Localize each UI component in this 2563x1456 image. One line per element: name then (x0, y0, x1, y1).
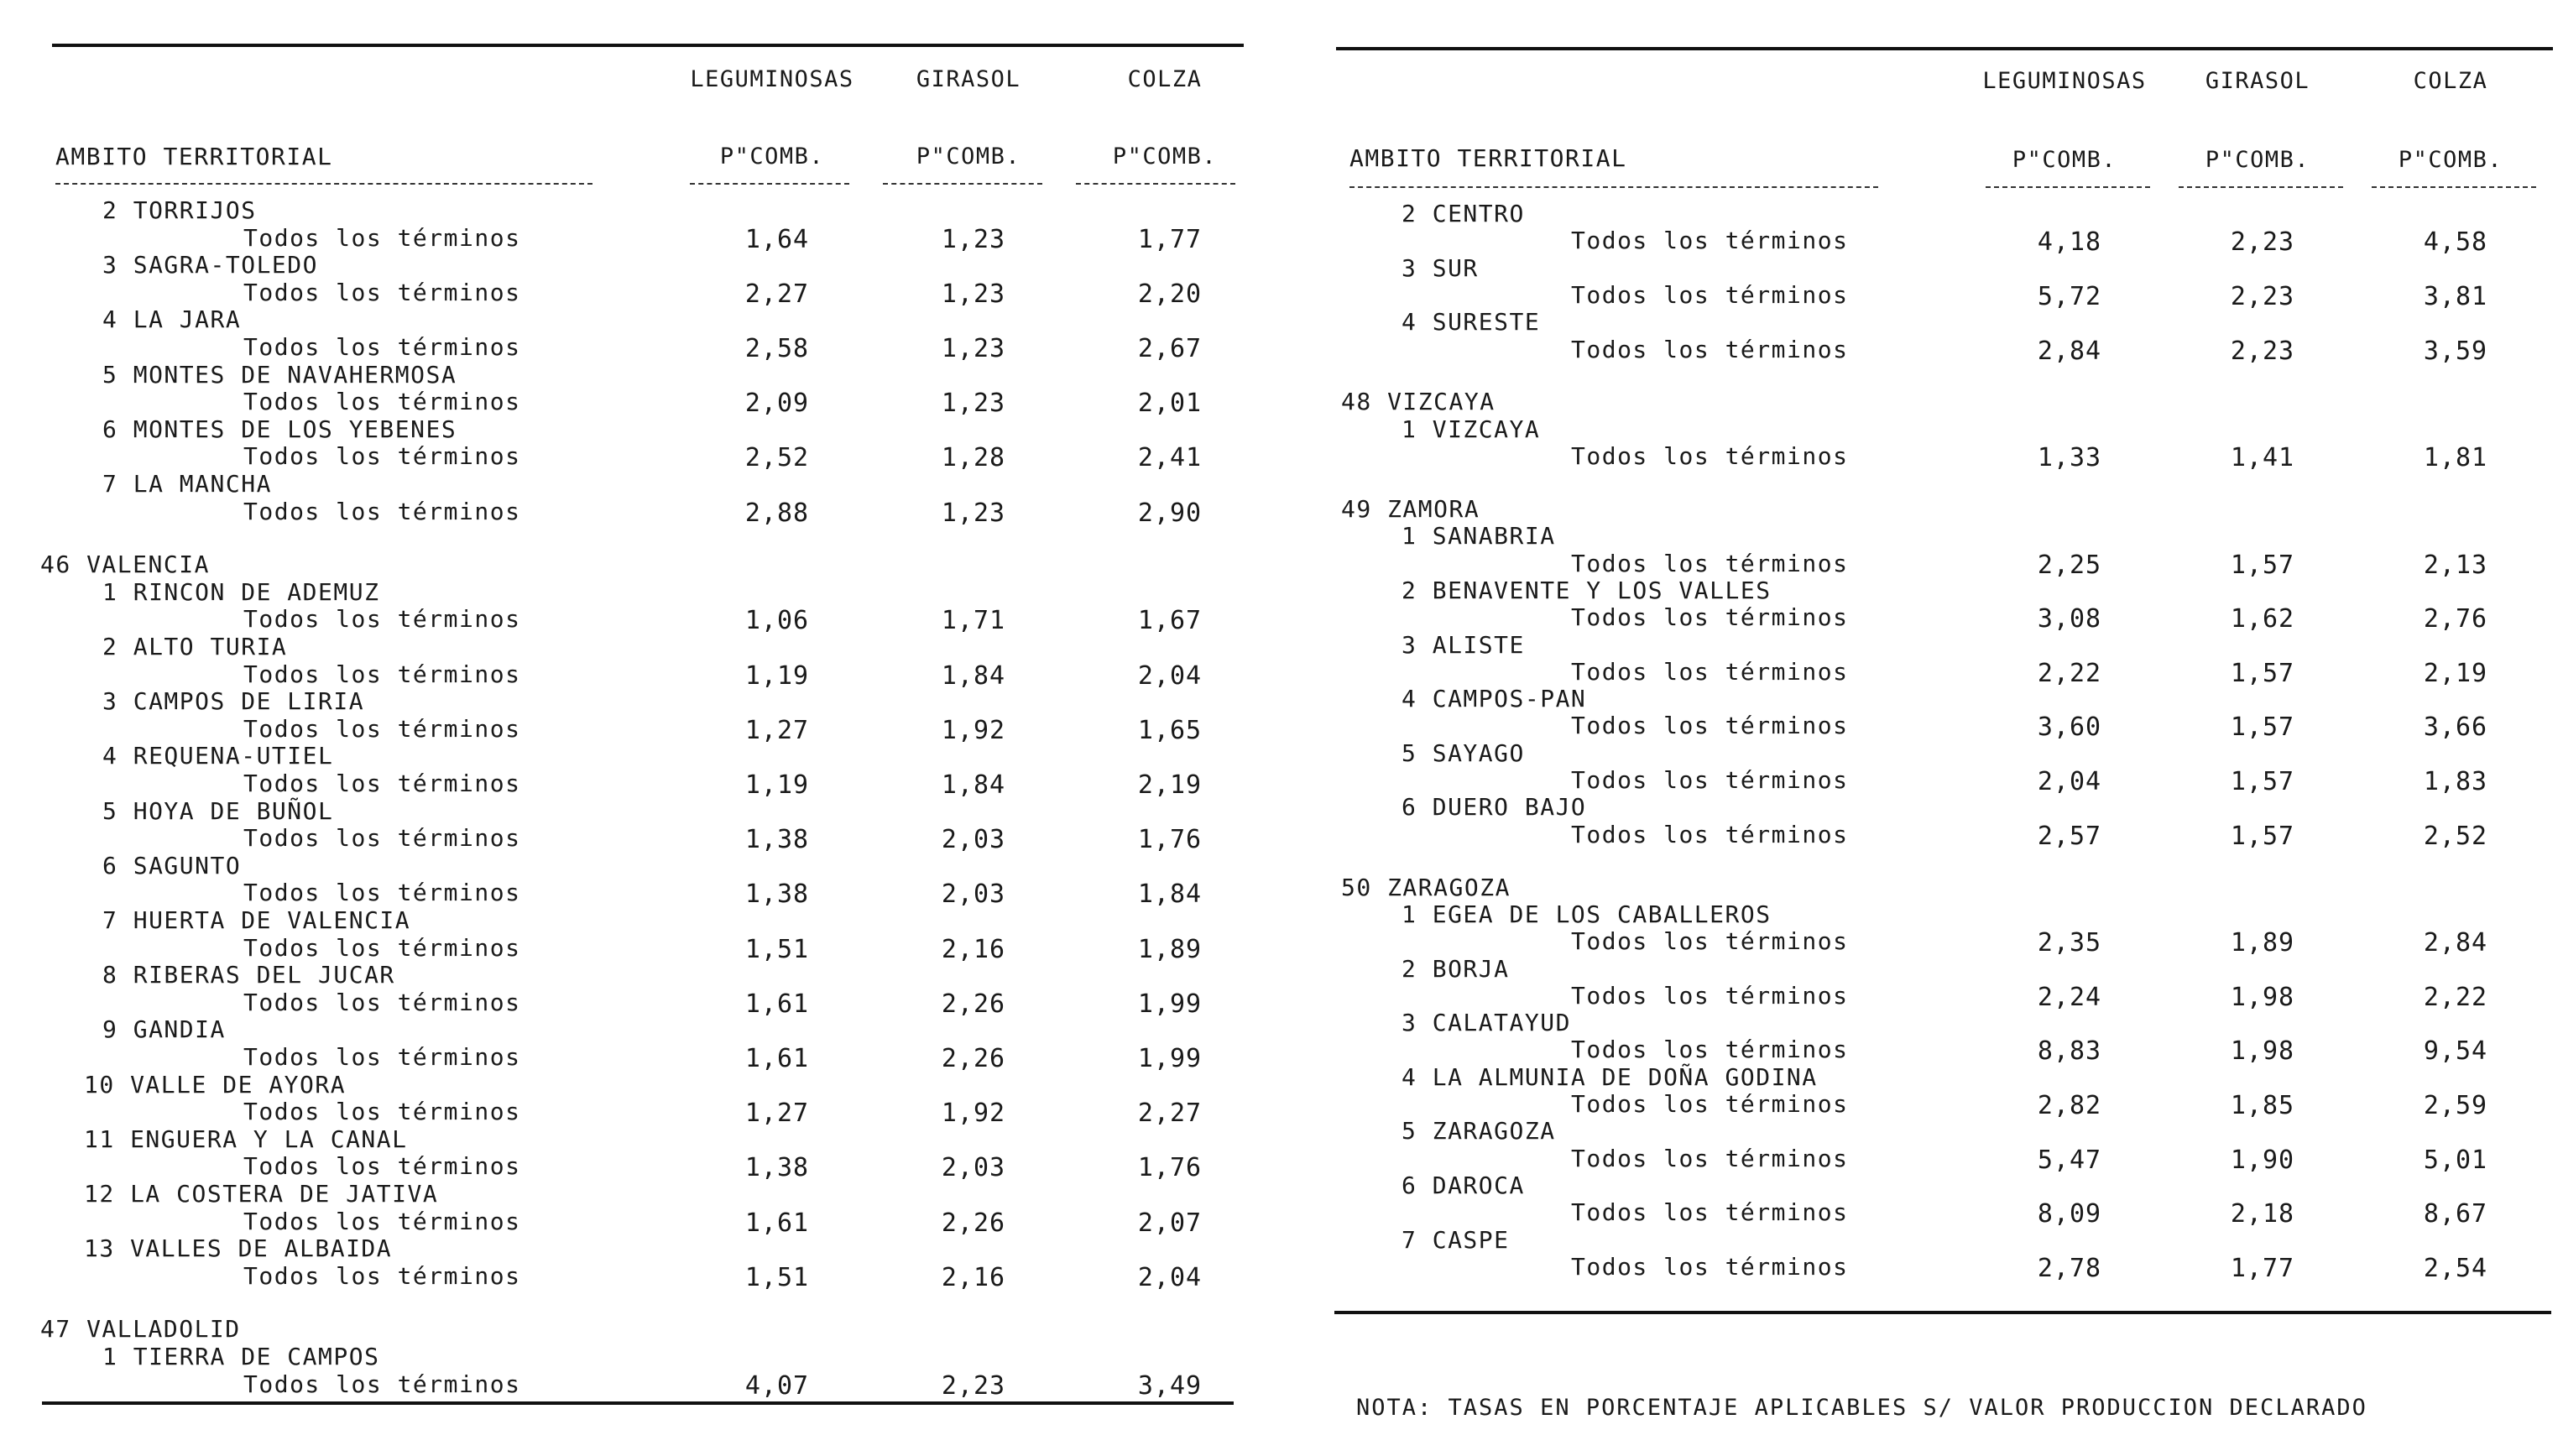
value-leguminosas: 1,19 (744, 770, 810, 800)
value-girasol: 1,41 (2230, 443, 2295, 473)
term-label: Todos los términos (243, 1261, 521, 1290)
value-leguminosas: 1,61 (744, 1208, 810, 1238)
value-colza: 2,54 (2423, 1253, 2488, 1283)
value-girasol: 2,03 (941, 1153, 1006, 1183)
province-label: 47 VALLADOLID (40, 1315, 241, 1344)
district-label: 2 TORRIJOS (102, 196, 257, 224)
province-label: 48 VIZCAYA (1341, 388, 1496, 416)
value-colza: 2,41 (1137, 443, 1203, 473)
value-colza: 1,83 (2423, 767, 2488, 797)
district-label: 2 BORJA (1402, 954, 1510, 983)
district-label: 5 ZARAGOZA (1402, 1117, 1556, 1145)
term-label: Todos los términos (1571, 820, 1849, 848)
district-label: 3 CALATAYUD (1402, 1009, 1571, 1037)
value-girasol: 2,18 (2230, 1199, 2295, 1229)
district-label: 11 ENGUERA Y LA CANAL (84, 1125, 408, 1153)
value-leguminosas: 3,60 (2037, 712, 2102, 743)
value-colza: 1,99 (1137, 989, 1203, 1019)
value-girasol: 2,03 (941, 825, 1006, 855)
value-leguminosas: 8,83 (2037, 1036, 2102, 1067)
district-label: 3 CAMPOS DE LIRIA (102, 687, 365, 716)
value-leguminosas: 2,84 (2037, 336, 2102, 366)
district-label: 6 SAGUNTO (102, 851, 242, 879)
value-leguminosas: 1,19 (744, 660, 810, 691)
value-colza: 1,76 (1137, 825, 1203, 855)
term-label: Todos los términos (243, 1207, 521, 1235)
term-label: Todos los términos (1571, 766, 1849, 795)
value-leguminosas: 2,57 (2037, 821, 2102, 851)
district-label: 6 DUERO BAJO (1402, 793, 1587, 822)
value-girasol: 1,92 (941, 1099, 1006, 1129)
district-label: 3 SAGRA-TOLEDO (102, 251, 319, 279)
col-sub-leguminosas: P"COMB. (2012, 147, 2117, 173)
value-leguminosas: 2,04 (2037, 767, 2102, 797)
col-header-girasol: GIRASOL (916, 66, 1021, 92)
term-label: Todos los términos (243, 223, 521, 252)
term-label: Todos los términos (243, 879, 521, 907)
value-girasol: 1,90 (2230, 1145, 2295, 1175)
district-label: 2 BENAVENTE Y LOS VALLES (1402, 576, 1772, 604)
value-girasol: 2,26 (941, 1043, 1006, 1073)
value-leguminosas: 1,27 (744, 1099, 810, 1129)
value-girasol: 1,57 (2230, 712, 2295, 743)
district-label: 13 VALLES DE ALBAIDA (84, 1234, 393, 1263)
term-label: Todos los términos (243, 1152, 521, 1181)
value-leguminosas: 1,33 (2037, 443, 2102, 473)
district-label: 3 ALISTE (1402, 630, 1525, 659)
value-colza: 2,07 (1137, 1208, 1203, 1238)
value-girasol: 1,92 (941, 715, 1006, 745)
term-label: Todos los términos (243, 988, 521, 1016)
district-label: 9 GANDIA (102, 1015, 226, 1044)
territory-header: AMBITO TERRITORIAL (1349, 144, 1627, 172)
term-label: Todos los términos (243, 1042, 521, 1071)
term-label: Todos los términos (243, 714, 521, 743)
district-label: 3 SUR (1402, 253, 1479, 282)
col-header-leguminosas: LEGUMINOSAS (1982, 68, 2147, 94)
value-leguminosas: 1,61 (744, 1043, 810, 1073)
value-colza: 5,01 (2423, 1145, 2488, 1175)
value-colza: 9,54 (2423, 1036, 2488, 1067)
value-girasol: 1,98 (2230, 982, 2295, 1012)
value-girasol: 2,03 (941, 879, 1006, 910)
col-header-girasol: GIRASOL (2205, 68, 2310, 94)
value-leguminosas: 1,38 (744, 1153, 810, 1183)
value-girasol: 2,26 (941, 989, 1006, 1019)
value-colza: 2,19 (2423, 658, 2488, 688)
value-girasol: 1,23 (941, 279, 1006, 309)
col-sub-leguminosas: P"COMB. (719, 144, 825, 170)
value-colza: 2,20 (1137, 279, 1203, 309)
col-sub-girasol: P"COMB. (2205, 147, 2310, 173)
col-underline-1 (690, 183, 849, 185)
value-colza: 2,59 (2423, 1091, 2488, 1121)
value-girasol: 1,84 (941, 660, 1006, 691)
district-label: 12 LA COSTERA DE JATIVA (84, 1179, 439, 1208)
term-label: Todos los términos (1571, 927, 1849, 956)
term-label: Todos los términos (243, 442, 521, 471)
value-leguminosas: 1,51 (744, 1262, 810, 1292)
value-colza: 1,65 (1137, 715, 1203, 745)
term-label: Todos los términos (1571, 603, 1849, 632)
value-leguminosas: 5,47 (2037, 1145, 2102, 1175)
term-label: Todos los términos (243, 824, 521, 853)
value-colza: 3,49 (1137, 1370, 1203, 1401)
col-underline-3 (2372, 186, 2536, 188)
district-label: 4 SURESTE (1402, 308, 1541, 337)
territory-header: AMBITO TERRITORIAL (55, 143, 333, 170)
district-label: 1 RINCON DE ADEMUZ (102, 577, 380, 606)
province-label: 49 ZAMORA (1341, 495, 1480, 524)
value-girasol: 2,23 (941, 1370, 1006, 1401)
value-girasol: 1,23 (941, 389, 1006, 419)
province-label: 50 ZARAGOZA (1341, 873, 1511, 901)
value-colza: 1,99 (1137, 1043, 1203, 1073)
value-colza: 1,84 (1137, 879, 1203, 910)
term-label: Todos los términos (1571, 1252, 1849, 1281)
col-sub-colza: P"COMB. (2398, 147, 2503, 173)
right-table (1309, 0, 2563, 1456)
col-header-colza: COLZA (1127, 66, 1203, 92)
value-girasol: 1,84 (941, 770, 1006, 800)
province-label: 46 VALENCIA (40, 551, 210, 579)
value-colza: 3,81 (2423, 281, 2488, 311)
district-label: 7 HUERTA DE VALENCIA (102, 905, 411, 934)
value-girasol: 1,77 (2230, 1253, 2295, 1283)
district-label: 6 MONTES DE LOS YEBENES (102, 415, 457, 443)
term-label: Todos los términos (1571, 1144, 1849, 1172)
value-girasol: 1,85 (2230, 1091, 2295, 1121)
district-label: 1 TIERRA DE CAMPOS (102, 1342, 380, 1370)
term-label: Todos los términos (243, 933, 521, 962)
col-underline-3 (1076, 183, 1235, 185)
value-leguminosas: 1,06 (744, 606, 810, 636)
value-leguminosas: 2,09 (744, 389, 810, 419)
value-leguminosas: 2,25 (2037, 550, 2102, 580)
value-colza: 3,59 (2423, 336, 2488, 366)
term-label: Todos los términos (1571, 442, 1849, 471)
territory-underline (55, 183, 592, 185)
district-label: 1 SANABRIA (1402, 522, 1556, 551)
value-colza: 2,90 (1137, 498, 1203, 528)
value-colza: 2,52 (2423, 821, 2488, 851)
value-colza: 2,04 (1137, 660, 1203, 691)
term-label: Todos los términos (1571, 981, 1849, 1010)
top-rule (52, 44, 1244, 47)
left-table (0, 0, 1276, 1456)
value-leguminosas: 2,27 (744, 279, 810, 309)
district-label: 8 RIBERAS DEL JUCAR (102, 961, 395, 989)
value-leguminosas: 1,38 (744, 825, 810, 855)
district-label: 2 ALTO TURIA (102, 632, 288, 660)
term-label: Todos los términos (243, 497, 521, 525)
col-header-leguminosas: LEGUMINOSAS (690, 66, 854, 92)
value-girasol: 1,71 (941, 606, 1006, 636)
district-label: 7 LA MANCHA (102, 470, 272, 498)
value-colza: 2,01 (1137, 389, 1203, 419)
value-colza: 1,67 (1137, 606, 1203, 636)
value-colza: 1,77 (1137, 224, 1203, 254)
district-label: 4 LA JARA (102, 305, 242, 334)
value-girasol: 1,23 (941, 224, 1006, 254)
term-label: Todos los términos (243, 660, 521, 688)
value-girasol: 1,62 (2230, 604, 2295, 634)
district-label: 4 LA ALMUNIA DE DOÑA GODINA (1402, 1062, 1818, 1091)
term-label: Todos los términos (243, 769, 521, 797)
value-colza: 2,84 (2423, 928, 2488, 958)
term-label: Todos los términos (1571, 657, 1849, 686)
district-label: 10 VALLE DE AYORA (84, 1070, 347, 1099)
value-colza: 2,04 (1137, 1262, 1203, 1292)
value-leguminosas: 2,52 (744, 443, 810, 473)
footnote: NOTA: TASAS EN PORCENTAJE APLICABLES S/ VALOR PRODUCCION DECLARADO (1356, 1395, 2367, 1421)
value-colza: 3,66 (2423, 712, 2488, 743)
value-colza: 2,19 (1137, 770, 1203, 800)
term-label: Todos los términos (243, 278, 521, 306)
value-leguminosas: 1,38 (744, 879, 810, 910)
value-colza: 2,27 (1137, 1099, 1203, 1129)
value-leguminosas: 1,61 (744, 989, 810, 1019)
value-colza: 4,58 (2423, 227, 2488, 258)
value-colza: 2,22 (2423, 982, 2488, 1012)
value-colza: 2,67 (1137, 334, 1203, 363)
value-leguminosas: 4,07 (744, 1370, 810, 1401)
district-label: 7 CASPE (1402, 1225, 1510, 1254)
value-leguminosas: 1,51 (744, 934, 810, 964)
value-leguminosas: 3,08 (2037, 604, 2102, 634)
term-label: Todos los términos (1571, 1036, 1849, 1064)
col-sub-girasol: P"COMB. (916, 144, 1021, 170)
value-leguminosas: 2,35 (2037, 928, 2102, 958)
term-label: Todos los términos (1571, 280, 1849, 309)
value-leguminosas: 2,82 (2037, 1091, 2102, 1121)
value-leguminosas: 1,64 (744, 224, 810, 254)
value-leguminosas: 5,72 (2037, 281, 2102, 311)
value-girasol: 2,16 (941, 934, 1006, 964)
term-label: Todos los términos (1571, 1090, 1849, 1119)
district-label: 4 CAMPOS-PAN (1402, 685, 1587, 713)
term-label: Todos los términos (243, 605, 521, 634)
value-girasol: 2,23 (2230, 336, 2295, 366)
value-leguminosas: 8,09 (2037, 1199, 2102, 1229)
term-label: Todos los términos (1571, 549, 1849, 577)
term-label: Todos los términos (243, 1098, 521, 1126)
col-underline-2 (2179, 186, 2343, 188)
value-leguminosas: 2,78 (2037, 1253, 2102, 1283)
value-colza: 2,76 (2423, 604, 2488, 634)
district-label: 2 CENTRO (1402, 200, 1525, 227)
value-girasol: 1,98 (2230, 1036, 2295, 1067)
value-girasol: 2,16 (941, 1262, 1006, 1292)
value-girasol: 1,23 (941, 498, 1006, 528)
col-underline-1 (1986, 186, 2150, 188)
top-rule (1336, 47, 2553, 50)
col-sub-colza: P"COMB. (1112, 144, 1218, 170)
term-label: Todos los términos (1571, 335, 1849, 363)
value-colza: 2,13 (2423, 550, 2488, 580)
bottom-rule (1334, 1311, 2551, 1314)
term-label: Todos los términos (1571, 712, 1849, 740)
value-girasol: 1,57 (2230, 550, 2295, 580)
term-label: Todos los términos (243, 333, 521, 361)
term-label: Todos los términos (1571, 1198, 1849, 1227)
value-girasol: 1,57 (2230, 658, 2295, 688)
district-label: 6 DAROCA (1402, 1171, 1525, 1199)
value-leguminosas: 2,58 (744, 334, 810, 363)
district-label: 5 MONTES DE NAVAHERMOSA (102, 360, 457, 389)
value-colza: 8,67 (2423, 1199, 2488, 1229)
value-leguminosas: 1,27 (744, 715, 810, 745)
value-girasol: 2,26 (941, 1208, 1006, 1238)
district-label: 4 REQUENA-UTIEL (102, 742, 334, 770)
col-underline-2 (883, 183, 1042, 185)
bottom-rule (42, 1401, 1234, 1405)
territory-underline (1349, 186, 1878, 188)
term-label: Todos los términos (243, 1370, 521, 1398)
value-colza: 1,76 (1137, 1153, 1203, 1183)
district-label: 5 HOYA DE BUÑOL (102, 796, 334, 825)
value-leguminosas: 2,88 (744, 498, 810, 528)
district-label: 1 VIZCAYA (1402, 415, 1541, 443)
value-colza: 1,89 (1137, 934, 1203, 964)
district-label: 1 EGEA DE LOS CABALLEROS (1402, 900, 1772, 928)
value-girasol: 1,57 (2230, 821, 2295, 851)
value-girasol: 1,89 (2230, 928, 2295, 958)
value-leguminosas: 2,24 (2037, 982, 2102, 1012)
district-label: 5 SAYAGO (1402, 738, 1525, 767)
term-label: Todos los términos (1571, 227, 1849, 255)
value-girasol: 1,28 (941, 443, 1006, 473)
value-colza: 1,81 (2423, 443, 2488, 473)
col-header-colza: COLZA (2413, 68, 2488, 94)
value-girasol: 2,23 (2230, 281, 2295, 311)
value-leguminosas: 4,18 (2037, 227, 2102, 258)
value-girasol: 2,23 (2230, 227, 2295, 258)
term-label: Todos los términos (243, 388, 521, 416)
value-girasol: 1,23 (941, 334, 1006, 363)
value-leguminosas: 2,22 (2037, 658, 2102, 688)
value-girasol: 1,57 (2230, 767, 2295, 797)
